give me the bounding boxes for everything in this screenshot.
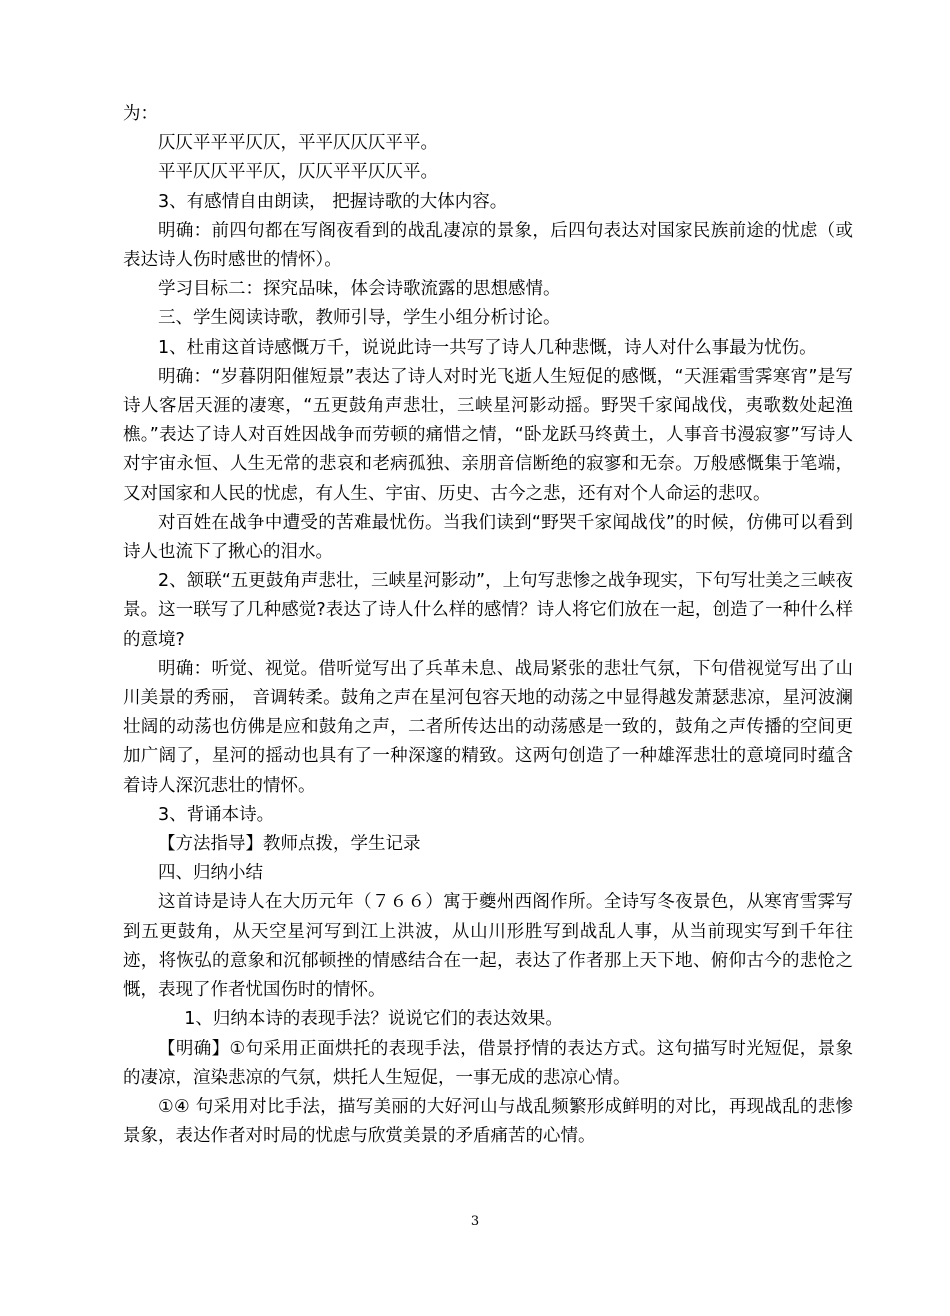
page-number: 3 [470, 1214, 480, 1229]
paragraph-answer-2: 明确：听觉、视觉。借听觉写出了兵革未息、战局紧张的悲壮气氛，下句借视觉写出了山川美景的秀丽， 音调转柔。鼓角之声在星河包容天地的动荡之中显得越发萧瑟悲凉，星河波澜壮阔的动荡也仿佛是应和鼓角之声，二者所传达出的动荡感是一致的，鼓角之声传播的空间更加广阔了，星河的摇动也具有了一种深邃的精致。这两句创造了一种雄浑悲壮的意境同时蕴含着诗人深沉悲壮的情怀。 [123, 658, 853, 796]
paragraph-reading-step: 3、有感情自由朗读， 把握诗歌的大体内容。 [158, 191, 508, 212]
paragraph-answer-content: 明确：前四句都在写阁夜看到的战乱凄凉的景象，后四句表达对国家民族前途的忧虑（或表达诗人伤时感世的情怀）。 [123, 220, 853, 271]
paragraph-tone-pattern-1: 仄仄平平平仄仄，平平仄仄仄平平。 [158, 133, 438, 154]
document-page [123, 100, 853, 1151]
paragraph-answer-techniques-1: 【明确】①句采用正面烘托的表现手法，借景抒情的表达方式。这句描写时光短促，景象的凄凉，渲染悲凉的气氛，烘托人生短促，一事无成的悲凉心情。 [123, 1038, 853, 1088]
paragraph-tone-pattern-2: 平平仄仄平平仄，仄仄平平仄仄平。 [158, 162, 438, 183]
paragraph-answer-1: 明确：“岁暮阴阳催短景”表达了诗人对时光飞逝人生短促的感慨，“天涯霜雪霁寒宵”是写诗人客居天涯的凄寒，“五更鼓角声悲壮，三峡星河影动摇。野哭千家闻战伐，夷歌数处起渔樵。”表达了诗人对百姓因战争而劳顿的痛惜之情，“卧龙跃马终黄土，人事音书漫寂寥”写诗人对宇宙永恒、人生无常的悲哀和老病孤独、亲朋音信断绝的寂寥和无奈。万般感慨集于笔端，又对国家和人民的忧虑，有人生、宇宙、历史、古今之悲，还有对个人命运的悲叹。 [123, 366, 853, 504]
paragraph-question-1: 1、杜甫这首诗感慨万千，说说此诗一共写了诗人几种悲慨，诗人对什么事最为忧伤。 [158, 337, 817, 358]
paragraph-answer-1-summary: 对百姓在战争中遭受的苦难最忧伤。当我们读到“野哭千家闻战伐”的时候，仿佛可以看到诗人也流下了揪心的泪水。 [123, 512, 853, 563]
paragraph-summary: 这首诗是诗人在大历元年（７６６）寓于夔州西阁作所。全诗写冬夜景色，从寒宵雪霁写到五更鼓角，从天空星河写到江上洪波，从山川形胜写到战乱人事，从当前现实写到千年往迹，将恢弘的意象和沉郁顿挫的情感结合在一起，表达了作者那上天下地、俯仰古今的悲怆之慨，表现了作者忧国伤时的情怀。 [123, 892, 853, 1001]
paragraph-question-2: 2、颔联“五更鼓角声悲壮，三峡星河影动”，上句写悲惨之战争现实，下句写壮美之三峡夜景。这一联写了几种感觉?表达了诗人什么样的感情？诗人将它们放在一起，创造了一种什么样的意境? [123, 571, 853, 650]
paragraph-method-guide: 【方法指导】教师点拨，学生记录 [158, 834, 421, 855]
paragraph-question-techniques: 1、归纳本诗的表现手法？说说它们的表达效果。 [184, 1009, 563, 1030]
paragraph-continuation: 为： [123, 104, 158, 124]
paragraph-section-3: 三、学生阅读诗歌，教师引导，学生小组分析讨论。 [158, 308, 561, 329]
paragraph-learning-goal-2: 学习目标二：探究品味，体会诗歌流露的思想感情。 [158, 279, 561, 300]
paragraph-recite: 3、背诵本诗。 [158, 804, 275, 825]
paragraph-answer-techniques-2: ①④ 句采用对比手法，描写美丽的大好河山与战乱频繁形成鲜明的对比，再现战乱的悲惨景象，表达作者对时局的忧虑与欣赏美景的矛盾痛苦的心情。 [123, 1096, 853, 1147]
paragraph-section-4: 四、归纳小结 [158, 863, 263, 884]
